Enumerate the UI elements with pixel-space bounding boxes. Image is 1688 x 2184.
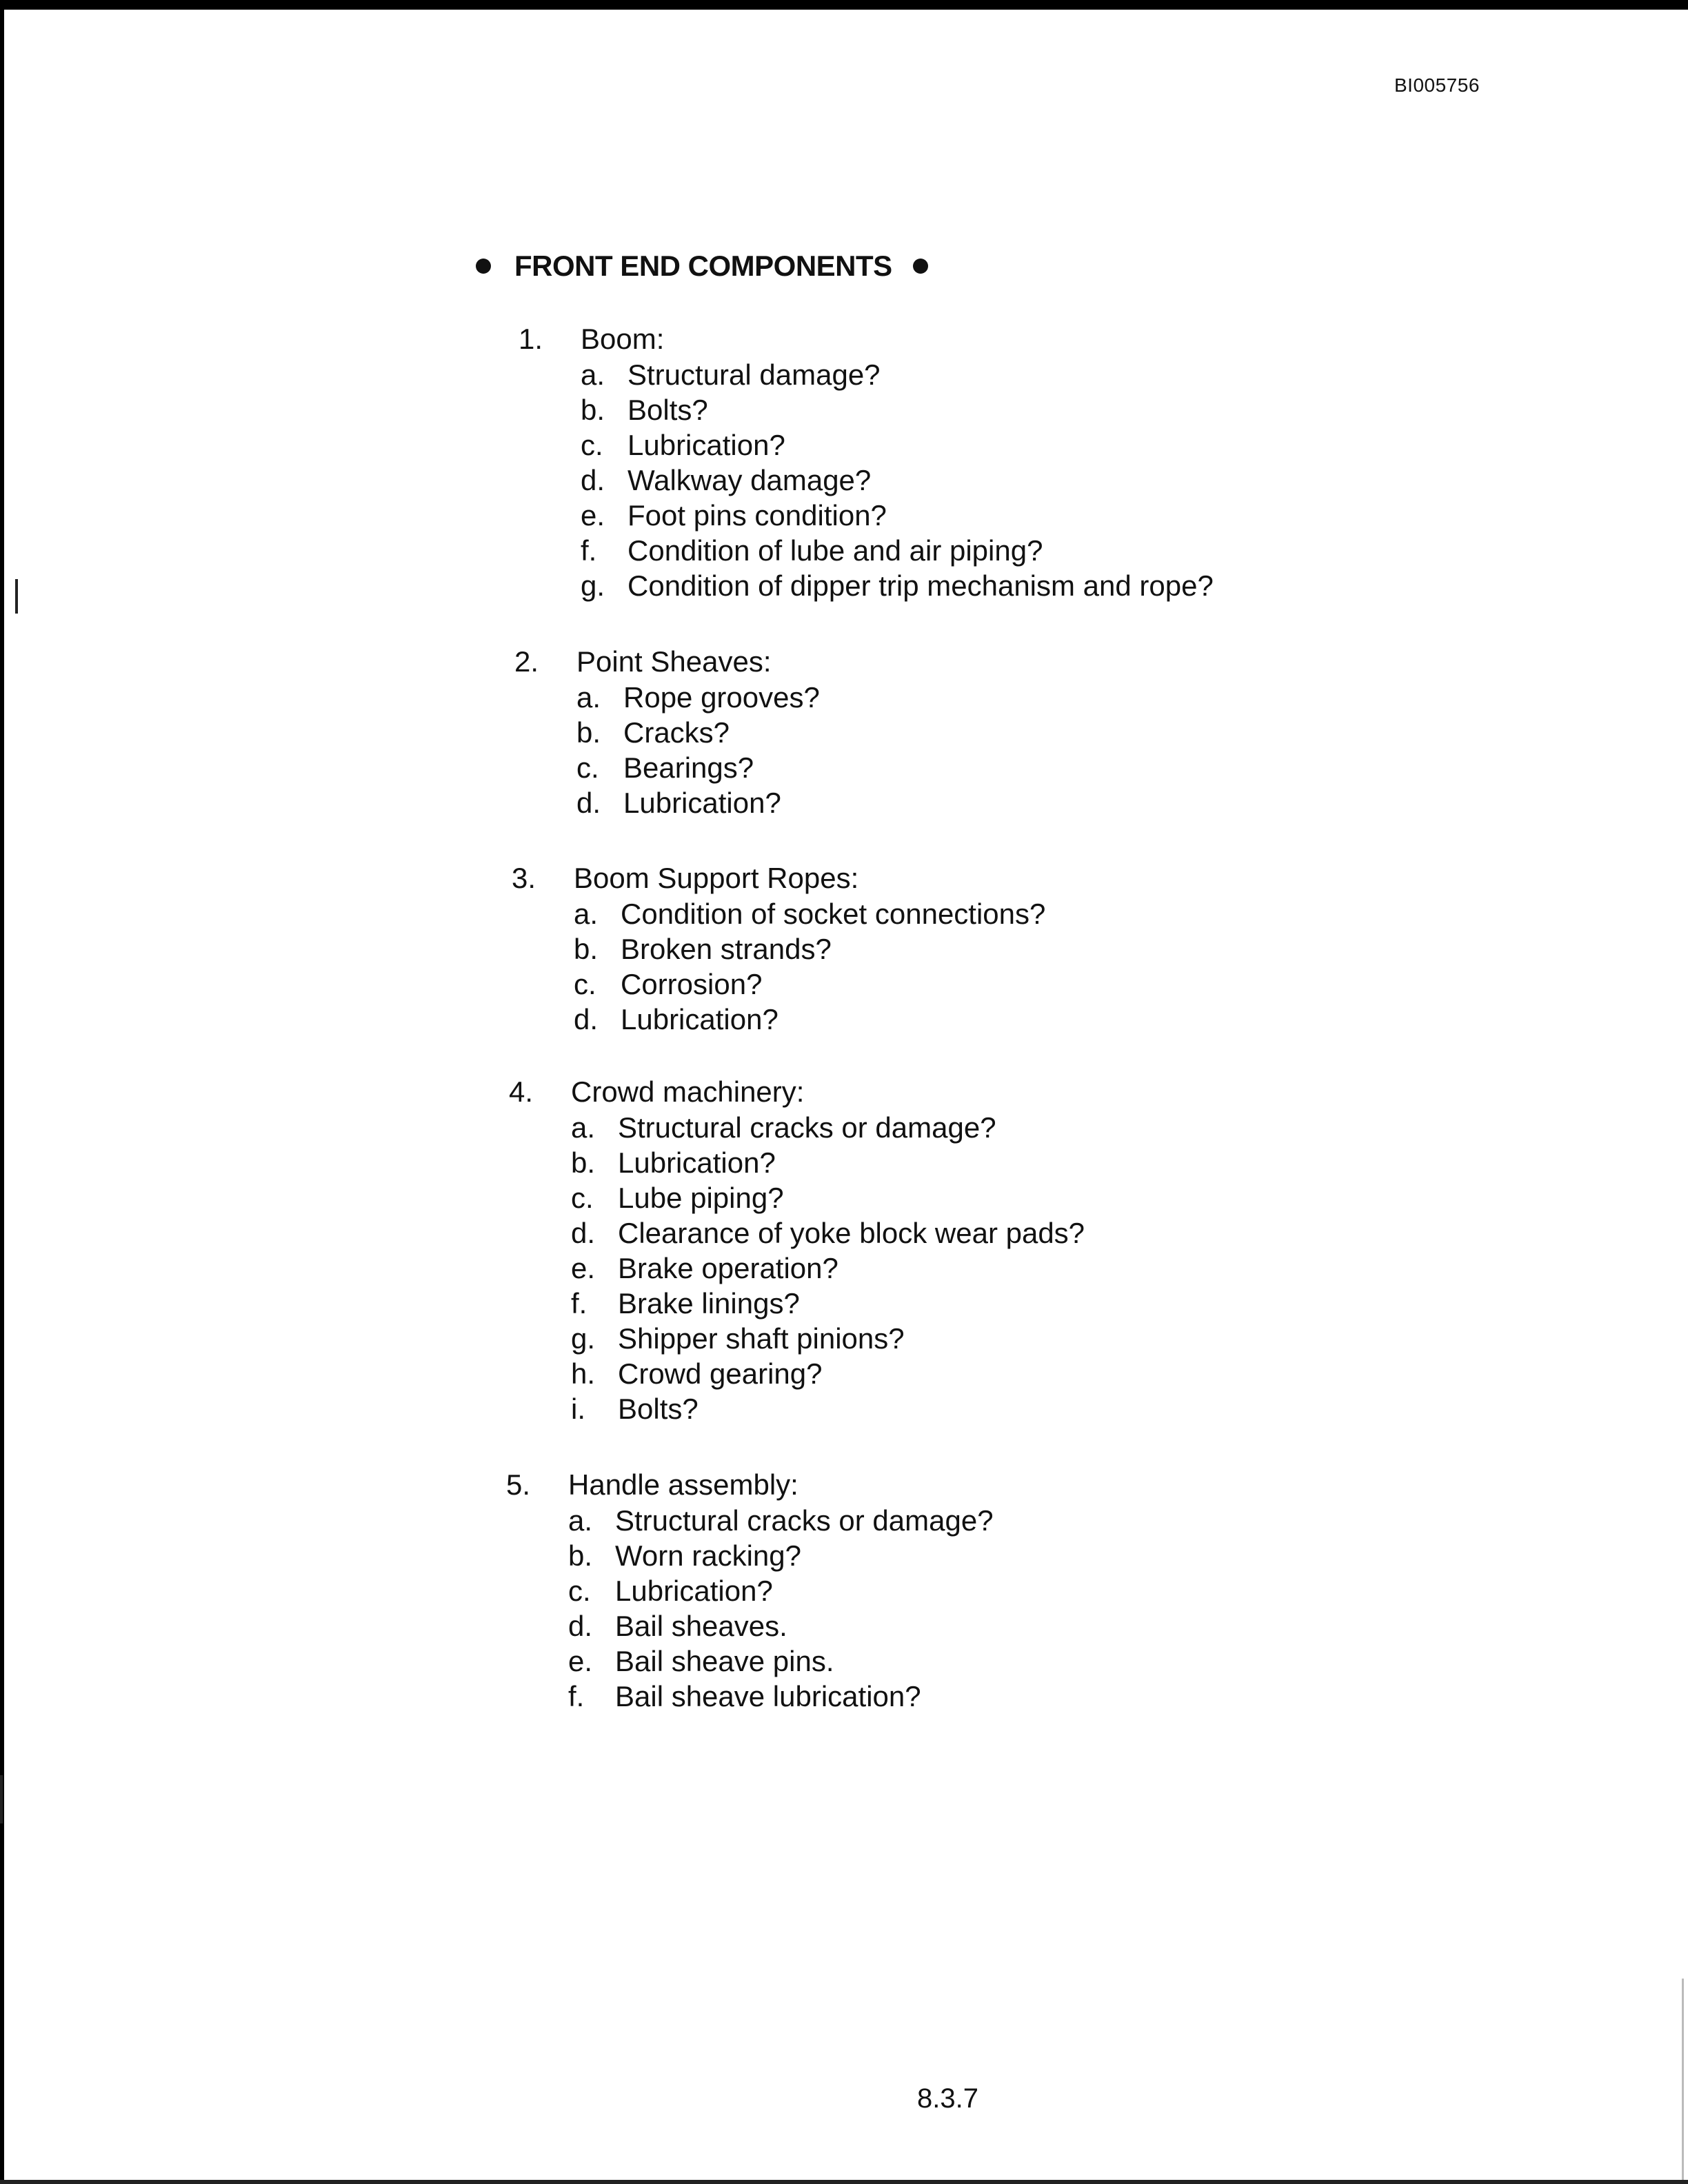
bullet-icon: [476, 259, 491, 274]
item-letter: c.: [571, 1182, 594, 1214]
item-text: Condition of socket connections?: [621, 898, 1046, 930]
item-text: Bolts?: [627, 394, 708, 426]
section-label: Handle assembly:: [568, 1468, 798, 1501]
section-title: [506, 1467, 994, 1503]
page-number: 8.3.7: [917, 2083, 978, 2114]
item-text: Lube piping?: [618, 1182, 784, 1214]
scan-mark: [15, 579, 18, 614]
checklist-item: [576, 785, 820, 820]
item-letter: d.: [576, 787, 601, 819]
scan-mark: [0, 1775, 3, 1823]
checklist-item: [571, 1251, 1085, 1286]
checklist-item: [571, 1110, 1085, 1145]
checklist-section-boom-support-ropes: [512, 860, 1045, 1037]
item-text: Structural cracks or damage?: [615, 1504, 994, 1537]
item-letter: d.: [568, 1610, 593, 1642]
scan-mark: [1682, 1979, 1684, 2184]
item-letter: c.: [568, 1575, 591, 1607]
item-letter: a.: [576, 681, 601, 714]
checklist-item: [568, 1503, 994, 1538]
checklist-section-crowd-machinery: [509, 1074, 1085, 1426]
item-letter: f.: [571, 1287, 587, 1320]
scan-left-edge: [0, 0, 4, 2184]
checklist-item: [568, 1538, 994, 1573]
checklist-section-point-sheaves: [514, 644, 820, 820]
item-letter: b.: [574, 933, 599, 965]
checklist-item: [574, 896, 1045, 931]
item-text: Rope grooves?: [623, 681, 820, 714]
item-text: Bail sheave pins.: [615, 1645, 834, 1677]
checklist-section-handle-assembly: [506, 1467, 994, 1714]
item-letter: c.: [576, 751, 599, 784]
checklist-item: [571, 1215, 1085, 1251]
item-letter: d.: [574, 1003, 599, 1035]
checklist-item: [581, 357, 1214, 392]
section-label: Boom Support Ropes:: [574, 862, 859, 894]
item-text: Bearings?: [623, 751, 754, 784]
checklist-item: [576, 715, 820, 750]
item-text: Lubrication?: [621, 1003, 778, 1035]
item-text: Bail sheave lubrication?: [615, 1680, 921, 1712]
section-label: Crowd machinery:: [571, 1075, 805, 1108]
page-heading: [476, 250, 928, 283]
item-text: Lubrication?: [623, 787, 781, 819]
item-letter: e.: [568, 1645, 593, 1677]
section-number: 5.: [506, 1468, 531, 1501]
section-title: [519, 321, 1214, 357]
checklist-item: [568, 1608, 994, 1644]
checklist-item: [581, 463, 1214, 498]
item-text: Broken strands?: [621, 933, 832, 965]
item-letter: a.: [568, 1504, 593, 1537]
checklist-item: [576, 750, 820, 785]
item-text: Worn racking?: [615, 1539, 802, 1572]
checklist-item: [581, 498, 1214, 533]
item-text: Structural damage?: [627, 358, 881, 391]
item-letter: e.: [581, 499, 605, 532]
item-letter: i.: [571, 1393, 585, 1425]
section-number: 3.: [512, 862, 536, 894]
item-text: Condition of dipper trip mechanism and rope?: [627, 569, 1214, 602]
item-text: Crowd gearing?: [618, 1357, 823, 1390]
section-title: [509, 1074, 1085, 1110]
item-letter: g.: [581, 569, 605, 602]
checklist-item: [574, 931, 1045, 967]
checklist-item: [574, 967, 1045, 1002]
item-letter: f.: [568, 1680, 585, 1712]
heading-text: FRONT END COMPONENTS: [514, 250, 892, 282]
item-text: Bolts?: [618, 1393, 699, 1425]
item-text: Lubrication?: [618, 1146, 776, 1179]
item-text: Brake operation?: [618, 1252, 838, 1284]
section-label: Boom:: [581, 323, 665, 355]
item-letter: h.: [571, 1357, 596, 1390]
item-text: Brake linings?: [618, 1287, 800, 1320]
section-number: 2.: [514, 645, 539, 678]
item-text: Cracks?: [623, 716, 730, 749]
bullet-icon: [913, 259, 928, 274]
item-text: Bail sheaves.: [615, 1610, 787, 1642]
item-letter: a.: [571, 1111, 596, 1144]
item-letter: e.: [571, 1252, 596, 1284]
section-label: Point Sheaves:: [576, 645, 772, 678]
item-letter: c.: [581, 429, 603, 461]
item-letter: a.: [581, 358, 605, 391]
item-text: Shipper shaft pinions?: [618, 1322, 905, 1355]
item-letter: b.: [576, 716, 601, 749]
item-text: Corrosion?: [621, 968, 763, 1000]
checklist-item: [574, 1002, 1045, 1037]
item-text: Condition of lube and air piping?: [627, 534, 1043, 567]
checklist-item: [571, 1145, 1085, 1180]
checklist-item: [568, 1679, 994, 1714]
scan-bottom-edge: [0, 2180, 1688, 2184]
item-letter: f.: [581, 534, 597, 567]
item-text: Lubrication?: [615, 1575, 773, 1607]
item-text: Structural cracks or damage?: [618, 1111, 996, 1144]
item-letter: g.: [571, 1322, 596, 1355]
checklist-item: [571, 1180, 1085, 1215]
checklist-item: [571, 1286, 1085, 1321]
item-letter: b.: [571, 1146, 596, 1179]
checklist-item: [571, 1391, 1085, 1426]
section-title: [514, 644, 820, 680]
item-text: Foot pins condition?: [627, 499, 887, 532]
item-text: Lubrication?: [627, 429, 785, 461]
checklist-item: [571, 1356, 1085, 1391]
item-letter: d.: [581, 464, 605, 496]
checklist-item: [581, 533, 1214, 568]
section-number: 1.: [519, 323, 543, 355]
checklist-item: [568, 1573, 994, 1608]
section-title: [512, 860, 1045, 896]
item-letter: a.: [574, 898, 599, 930]
item-letter: c.: [574, 968, 596, 1000]
item-letter: b.: [568, 1539, 593, 1572]
scan-top-edge: [0, 0, 1688, 10]
checklist-item: [581, 568, 1214, 603]
checklist-item: [581, 427, 1214, 463]
section-number: 4.: [509, 1075, 534, 1108]
checklist-item: [581, 392, 1214, 427]
item-text: Clearance of yoke block wear pads?: [618, 1217, 1085, 1249]
document-id: BI005756: [1394, 74, 1480, 96]
checklist-item: [571, 1321, 1085, 1356]
item-text: Walkway damage?: [627, 464, 872, 496]
item-letter: b.: [581, 394, 605, 426]
checklist-section-boom: [519, 321, 1214, 603]
item-letter: d.: [571, 1217, 596, 1249]
checklist-item: [576, 680, 820, 715]
checklist-item: [568, 1644, 994, 1679]
